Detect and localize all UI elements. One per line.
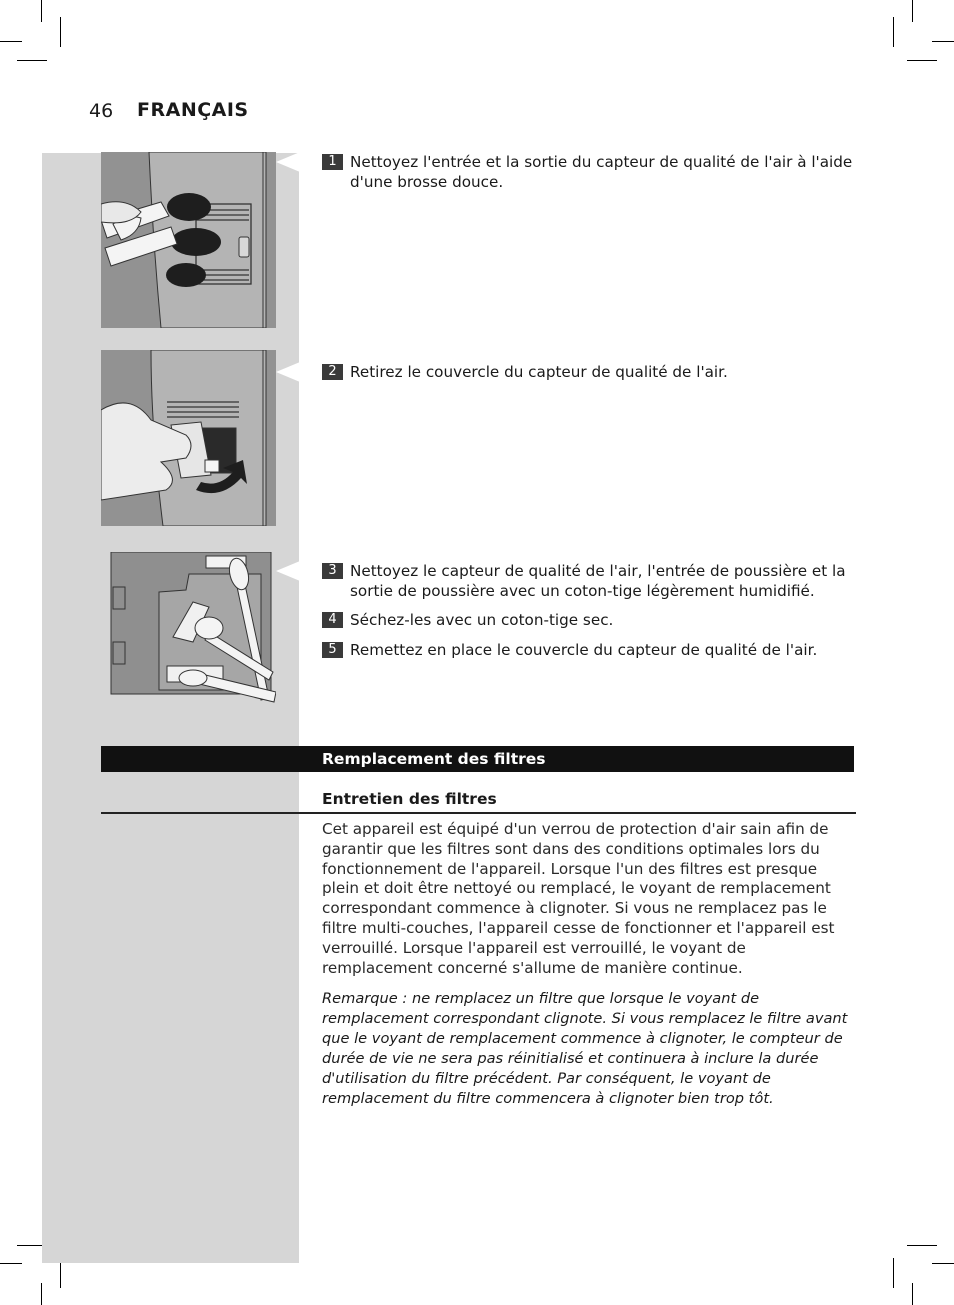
step-number: 2 — [322, 364, 343, 380]
subsection-title: Entretien des filtres — [322, 790, 497, 808]
step-pointer — [276, 561, 300, 581]
step-text: Séchez-les avec un coton-tige sec. — [350, 611, 614, 629]
step-text: Retirez le couvercle du capteur de qualité de l'air. — [350, 363, 728, 381]
step-text: Nettoyez le capteur de qualité de l'air, l'entrée de poussière et la sortie de poussière avec un coton-tige légèrement humidifié. — [350, 562, 846, 600]
step-text: Remettez en place le couvercle du capteur de qualité de l'air. — [350, 641, 818, 659]
step-number: 4 — [322, 612, 343, 628]
step-text: Nettoyez l'entrée et la sortie du capteur de qualité de l'air à l'aide d'une brosse douce. — [350, 153, 853, 191]
illustration-remove-cover — [101, 350, 276, 526]
divider — [101, 812, 856, 814]
step-pointer — [276, 152, 300, 172]
step-pointer — [276, 362, 300, 382]
step-number: 3 — [322, 563, 343, 579]
note-paragraph: Remarque : ne remplacez un filtre que lorsque le voyant de remplacement correspondant clignote. Si vous remplacez le filtre avant que le voyant de remplacement commence à clignoter, le compteur de durée de vie ne sera pas réinitialisé et continuera à inclure la durée d'utilisation du filtre précédent. Par conséquent, le voyant de remplacement du filtre commencera à clignoter bien trop tôt. — [322, 990, 848, 1107]
step-number: 5 — [322, 642, 343, 658]
language-heading: FRANÇAIS — [137, 99, 249, 121]
illustration-cotton-swab — [101, 552, 276, 728]
page-number: 46 — [89, 100, 114, 122]
body-paragraph: Cet appareil est équipé d'un verrou de protection d'air sain afin de garantir que les filtres sont dans des conditions optimales lors du fonctionnement de l'appareil. Lorsque l'un des filtres est presque plein et doit être nettoyé ou remplacé, le voyant de remplacement correspondant commence à clignoter. Si vous ne remplacez pas le filtre multi-couches, l'appareil cesse de fonctionner et l'appareil est verrouillé. Lorsque l'appareil est verrouillé, le voyant de remplacement concerné s'allume de manière continue. — [322, 820, 835, 977]
section-title: Remplacement des filtres — [322, 750, 546, 768]
step-number: 1 — [322, 154, 343, 170]
illustration-brush-cleaning — [101, 152, 276, 328]
